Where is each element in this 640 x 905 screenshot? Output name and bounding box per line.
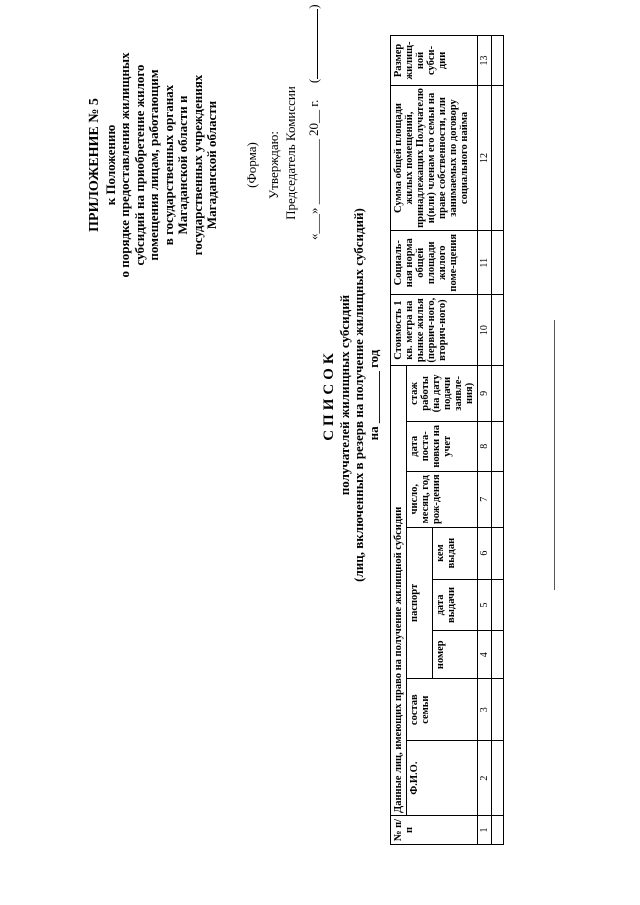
chairman-label: Председатель Комиссии	[283, 86, 298, 220]
work-experience-header: стаж работы (на дату подачи заявле-ния)	[407, 365, 478, 421]
empty-cell	[492, 815, 504, 844]
date-line: «___» __________ 20__ г.	[306, 99, 321, 240]
empty-cell	[492, 631, 504, 679]
appendix-line: государственных учреждениях	[189, 74, 205, 256]
column-number: 11	[478, 231, 492, 295]
column-number: 6	[478, 527, 492, 579]
list-subtitle-paren: (лиц, включенных в резерв на получение жилищных субсидий)	[351, 208, 366, 582]
column-numbers-row	[478, 36, 492, 845]
column-number: 2	[478, 741, 492, 816]
family-header: состав семьи	[407, 679, 478, 741]
col-number-header: № п/п	[391, 815, 478, 844]
empty-cell	[492, 527, 504, 579]
column-number: 9	[478, 365, 492, 421]
empty-cell	[492, 741, 504, 816]
paren-close: )	[306, 4, 321, 9]
price-header: Стоимость 1 кв. метра на рынке жилья (первич-ного, вторич-ного)	[391, 295, 478, 366]
recipients-table	[390, 35, 504, 845]
birth-date-header: число, месяц, год рож-дения	[407, 471, 478, 527]
empty-cell	[492, 679, 504, 741]
approval-label: Утверждаю:	[266, 131, 281, 199]
list-title-block	[322, 185, 381, 605]
social-norm-header: Социаль-ная норма общей площади жилого поме-щения	[391, 231, 478, 295]
appendix-line: Магаданской области и	[175, 95, 190, 235]
column-number: 3	[478, 679, 492, 741]
column-number: 1	[478, 815, 492, 844]
list-year: на ________ год	[365, 349, 381, 441]
empty-cell	[492, 579, 504, 631]
empty-cell	[492, 365, 504, 421]
subsidy-size-header: Размер жилищ-ной субси-дии	[391, 36, 478, 86]
signature-date-row	[306, 4, 322, 240]
registration-date-header: дата поста-новки на учет	[407, 421, 478, 471]
appendix-line: Магаданской области	[204, 100, 219, 230]
empty-cell	[492, 421, 504, 471]
fio-header: Ф.И.О.	[407, 741, 478, 816]
column-number: 13	[478, 36, 492, 86]
empty-data-row	[492, 36, 504, 845]
empty-cell	[492, 471, 504, 527]
appendix-title: ПРИЛОЖЕНИЕ № 5	[87, 98, 102, 232]
empty-cell	[492, 231, 504, 295]
appendix-line: субсидий на приобретение жилого	[131, 64, 147, 266]
appendix-line: о порядке предоставления жилищных	[117, 52, 132, 278]
column-number: 4	[478, 631, 492, 679]
empty-cell	[492, 36, 504, 86]
empty-cell	[492, 85, 504, 230]
bottom-divider	[554, 320, 555, 590]
appendix-line: к Положению	[102, 124, 118, 206]
appendix-line: в государственных органах	[160, 84, 176, 246]
list-title: СПИСОК	[321, 349, 337, 441]
passport-header: паспорт	[407, 527, 433, 678]
passport-number-header: номер	[433, 631, 478, 679]
appendix-line: помещения лицам, работающим	[146, 69, 161, 261]
passport-issuer-header: кем выдан	[433, 527, 478, 579]
appendix-header	[88, 15, 220, 315]
column-number: 12	[478, 85, 492, 230]
group-header: Данные лиц, имеющих право на получение жилищной субсидии	[391, 365, 407, 815]
total-area-header: Сумма общей площади жилых помещений, принадлежащих Получателю и(или) членам его семьи на праве собственности, или занимаемых по договору социального найма	[391, 85, 478, 230]
column-number: 5	[478, 579, 492, 631]
list-subtitle: получателей жилищных субсидий	[336, 294, 352, 496]
column-number: 8	[478, 421, 492, 471]
form-label: (Форма)	[244, 142, 259, 188]
column-number: 7	[478, 471, 492, 527]
column-number: 10	[478, 295, 492, 366]
empty-cell	[492, 295, 504, 366]
paren-open: (	[306, 78, 321, 84]
passport-date-header: дата выдачи	[433, 579, 478, 631]
